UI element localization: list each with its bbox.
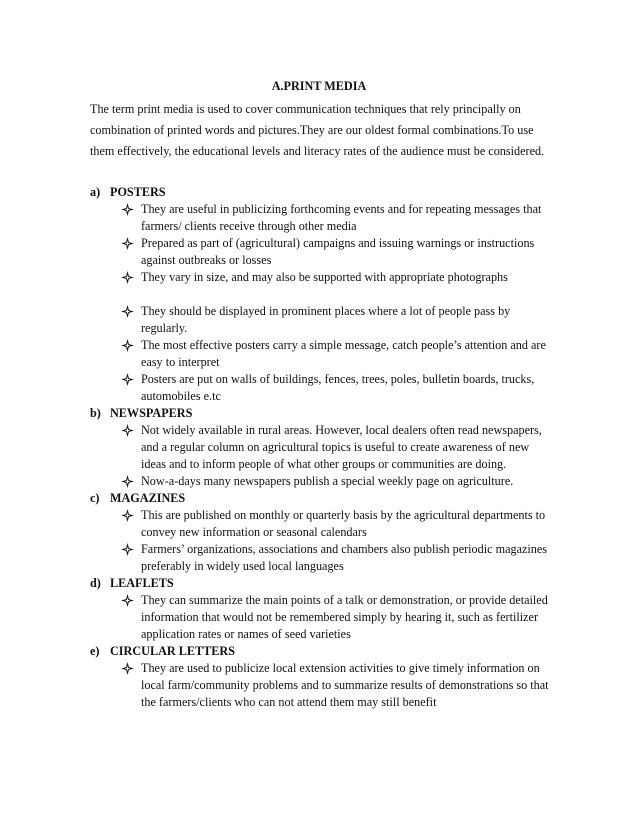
item-text-line: ideas and to inform people of what other groups or communities are doing. (141, 457, 507, 471)
item-text-line: against outbreaks or losses (141, 253, 272, 267)
item-text-line: convey new information or seasonal calendars (141, 525, 367, 539)
section-heading (90, 490, 580, 507)
list-item (90, 507, 580, 541)
item-text-line: the farmers/clients who can not attend them may still benefit (141, 695, 437, 709)
item-text-line: easy to interpret (141, 355, 220, 369)
four-diamond-star-icon (121, 509, 134, 522)
four-diamond-star-icon (121, 373, 134, 386)
item-text-line: farmers/ clients receive through other media (141, 219, 357, 233)
item-text-line: preferably in widely used local languages (141, 559, 344, 573)
bullet-list (90, 660, 580, 711)
list-item (90, 337, 580, 371)
list-item (90, 422, 580, 473)
section-leaflets (90, 575, 580, 643)
section-circular-letters (90, 643, 580, 711)
section-title: POSTERS (110, 185, 166, 199)
item-text-line: application rates or names of seed varieties (141, 627, 351, 641)
section-letter: d) (90, 576, 101, 590)
section-newspapers (90, 405, 580, 490)
four-diamond-star-icon (121, 203, 134, 216)
item-text-line: They can summarize the main points of a talk or demonstration, or provide detailed (141, 593, 548, 607)
item-text-line: Not widely available in rural areas. However, local dealers often read newspapers, (141, 423, 542, 437)
four-diamond-star-icon (121, 662, 134, 675)
page-title: A.PRINT MEDIA (271, 79, 367, 93)
item-text-line: They are used to publicize local extension activities to give timely information on (141, 661, 540, 675)
intro-paragraph (90, 99, 576, 162)
item-text-line: Posters are put on walls of buildings, fences, trees, poles, bulletin boards, trucks, (141, 372, 535, 386)
section-heading (90, 405, 580, 422)
four-diamond-star-icon (121, 543, 134, 556)
item-text-line: Farmers’ organizations, associations and chambers also publish periodic magazines (141, 542, 548, 556)
list-item (90, 269, 580, 286)
bullet-list (90, 592, 580, 643)
four-diamond-star-icon (121, 305, 134, 318)
list-item (90, 473, 580, 490)
section-title: LEAFLETS (110, 576, 174, 590)
intro-line: The term print media is used to cover communication techniques that rely principally on (90, 102, 521, 116)
list-item (90, 201, 580, 235)
list-item (90, 541, 580, 575)
section-title: CIRCULAR LETTERS (110, 644, 235, 658)
section-letter: c) (90, 491, 100, 505)
section-letter: e) (90, 644, 100, 658)
bullet-list (90, 507, 580, 575)
item-text-line: This are published on monthly or quarterly basis by the agricultural departments to (141, 508, 546, 522)
list-item (90, 592, 580, 643)
four-diamond-star-icon (121, 237, 134, 250)
item-text-line: and a regular column on agricultural topics is useful to create awareness of new (141, 440, 530, 454)
intro-line: combination of printed words and pictures.They are our oldest formal combinations.To use (90, 123, 534, 137)
section-heading (90, 184, 580, 201)
item-text-line: local farm/community problems and to summarize results of demonstrations so that (141, 678, 549, 692)
list-item (90, 660, 580, 711)
item-text-line: information that would not be remembered simply by hearing it, such as fertilizer (141, 610, 538, 624)
bullet-list (90, 422, 580, 490)
item-text-line: automobiles e.tc (141, 389, 221, 403)
item-text-line: They are useful in publicizing forthcoming events and for repeating messages that (141, 202, 542, 216)
four-diamond-star-icon (121, 339, 134, 352)
bullet-list (90, 201, 580, 405)
item-text-line: regularly. (141, 321, 188, 335)
item-text-line: Prepared as part of (agricultural) campaigns and issuing warnings or instructions (141, 236, 535, 250)
four-diamond-star-icon (121, 424, 134, 437)
section-title: NEWSPAPERS (110, 406, 193, 420)
four-diamond-star-icon (121, 271, 134, 284)
section-heading (90, 643, 580, 660)
section-posters (90, 184, 580, 405)
list-item (90, 235, 580, 269)
section-letter: a) (90, 185, 101, 199)
list-item (90, 371, 580, 405)
item-text-line: They should be displayed in prominent places where a lot of people pass by (141, 304, 511, 318)
item-text-line: They vary in size, and may also be supported with appropriate photographs (141, 270, 508, 284)
sections-list (90, 184, 580, 711)
four-diamond-star-icon (121, 594, 134, 607)
list-item (90, 303, 580, 337)
section-heading (90, 575, 580, 592)
section-letter: b) (90, 406, 101, 420)
section-title: MAGAZINES (110, 491, 186, 505)
four-diamond-star-icon (121, 475, 134, 488)
item-text-line: The most effective posters carry a simple message, catch people’s attention and are (141, 338, 546, 352)
item-text-line: Now-a-days many newspapers publish a special weekly page on agriculture. (141, 474, 514, 488)
section-magazines (90, 490, 580, 575)
intro-line: them effectively, the educational levels and literacy rates of the audience must be considered. (90, 144, 545, 158)
